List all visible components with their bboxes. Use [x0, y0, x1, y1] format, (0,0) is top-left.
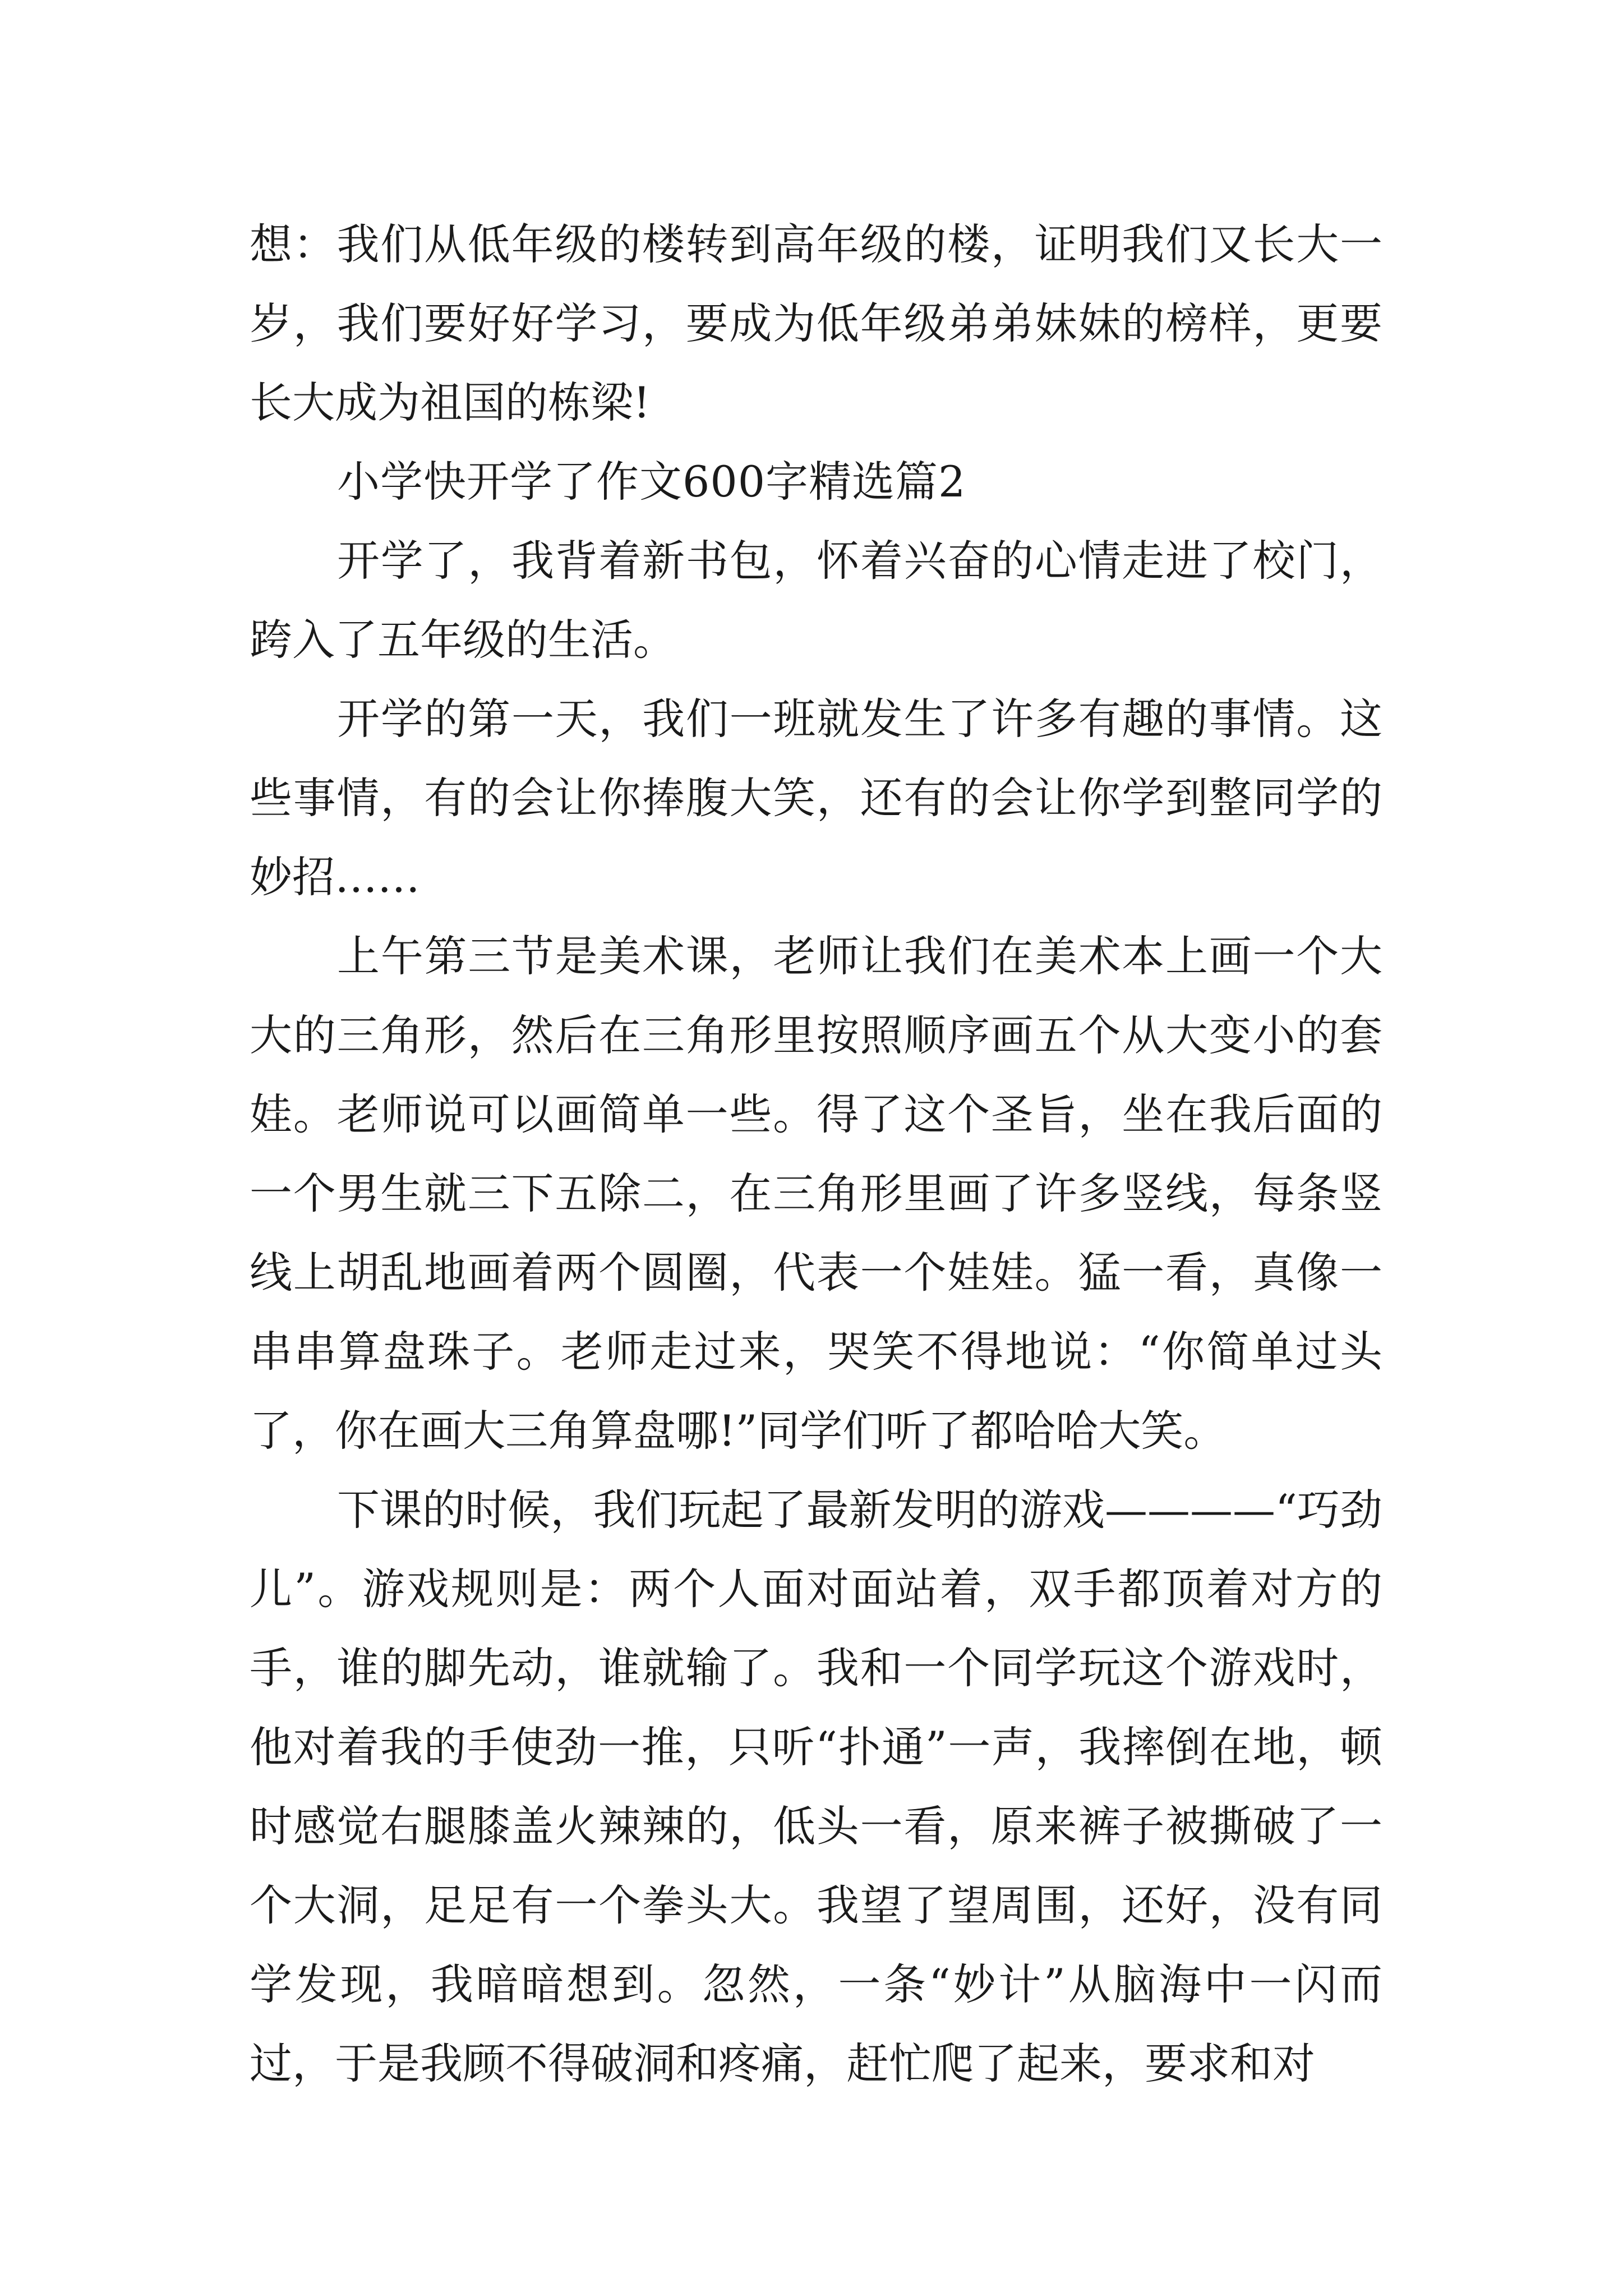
document-body: [250, 205, 1382, 2103]
paragraph-art-class: 上午第三节是美术课，老师让我们在美术本上画一个大大的三角形，然后在三角形里按照顺序画五个从大变小的套娃。老师说可以画简单一些。得了这个圣旨，坐在我后面的一个男生就三下五除二，在三角形里画了许多竖线，每条竖线上胡乱地画着两个圆圈，代表一个娃娃。猛一看，真像一串串算盘珠子。老师走过来，哭笑不得地说：“你简单过头了，你在画大三角算盘哪!”同学们听了都哈哈大笑。: [250, 931, 1382, 1456]
paragraph-opening: 开学了，我背着新书包，怀着兴奋的心情走进了校门，跨入了五年级的生活。: [250, 536, 1382, 665]
section-heading: 小学快开学了作文600字精选篇2: [337, 457, 966, 507]
paragraph-first-day: 开学的第一天，我们一班就发生了许多有趣的事情。这些事情，有的会让你捧腹大笑，还有的会让你学到整同学的妙招……: [250, 694, 1382, 902]
paragraph-recess-game: 下课的时候，我们玩起了最新发明的游戏————“巧劲儿”。游戏规则是：两个人面对面站着，双手都顶着对方的手，谁的脚先动，谁就输了。我和一个同学玩这个游戏时，他对着我的手使劲一推，只听“扑通”一声，我摔倒在地，顿时感觉右腿膝盖火辣辣的，低头一看，原来裤子被撕破了一个大洞，足足有一个拳头大。我望了望周围，还好，没有同学发现，我暗暗想到。忽然，一条“妙计”从脑海中一闪而过，于是我顾不得破洞和疼痛，赶忙爬了起来，要求和对: [250, 1485, 1382, 2088]
paragraph-continued: 想：我们从低年级的楼转到高年级的楼，证明我们又长大一岁，我们要好好学习，要成为低年级弟弟妹妹的榜样，更要长大成为祖国的栋梁!: [250, 219, 1382, 427]
